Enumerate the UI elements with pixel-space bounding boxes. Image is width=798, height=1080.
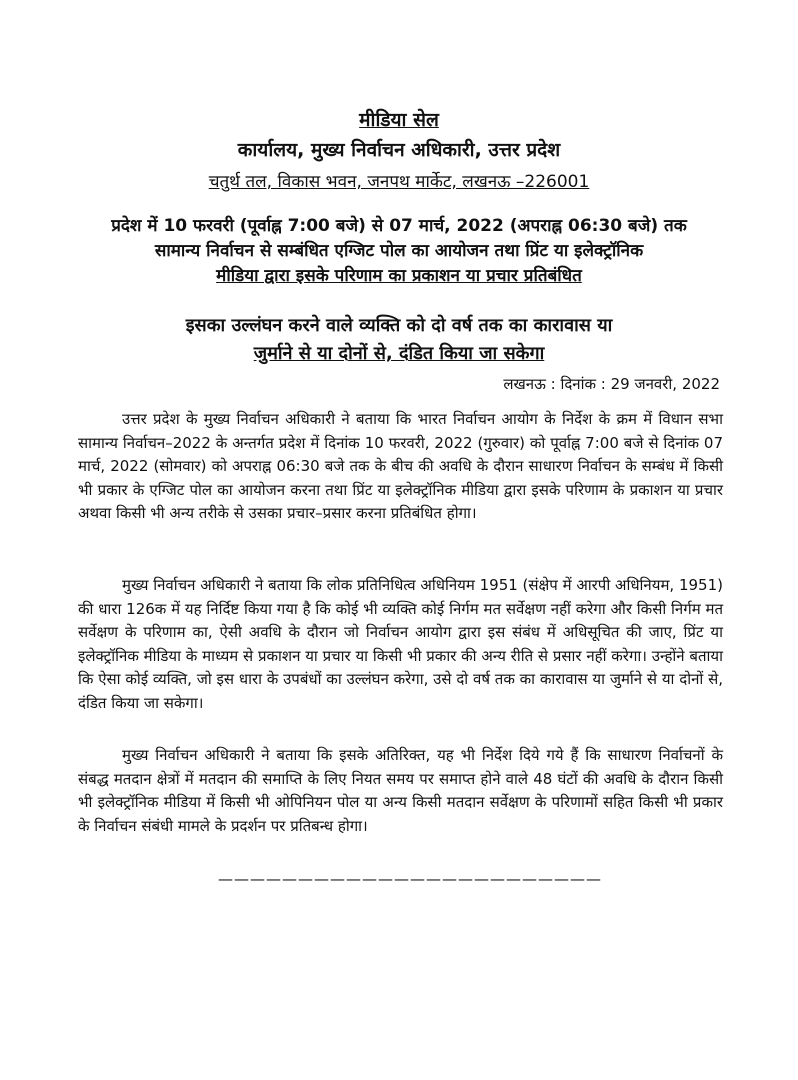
headline-line-2: सामान्य निर्वाचन से सम्बंधित एग्जिट पोल का आयोजन तथा प्रिंट या इलेक्ट्रॉनिक bbox=[154, 241, 644, 261]
subheadline-line-1: इसका उल्लंघन करने वाले व्यक्ति को दो वर्ष तक का कारावास या bbox=[185, 315, 613, 336]
subheadline-line-2: जुर्माने से या दोनों से, दंडित किया जा सकेगा bbox=[253, 343, 545, 364]
headline-line-3: मीडिया द्वारा इसके परिणाम का प्रकाशन या प्रचार प्रतिबंधित bbox=[216, 266, 582, 286]
paragraph-2: मुख्य निर्वाचन अधिकारी ने बताया कि लोक प्रतिनिधित्व अधिनियम 1951 (संक्षेप में आरपी अधिनियम, 1951) की धारा 126क में यह निर्दिष्ट किया गया है कि कोई भी व्यक्ति कोई निर्गम मत सर्वेक्षण नहीं करेगा और किसी निर्गम मत सर्वेक्षण के परिणाम का, ऐसी अवधि के दौरान जो निर्वाचन आयोग द्वारा इस संबंध में अधिसूचित की जाए, प्रिंट या इलेक्ट्रॉनिक मीडिया के माध्यम से प्रकाशन या प्रचार या किसी भी प्रकार की अन्य रीति से प्रसार नहीं करेगा। उन्होंने बताया कि ऐसा कोई व्यक्ति, जो इस धारा के उपबंधों का उल्लंघन करेगा, उसे दो वर्ष तक का कारावास या जुर्माने से या दोनों से, दंडित किया जा सकेगा। bbox=[78, 576, 723, 712]
end-divider: ———————————————————————— bbox=[218, 870, 602, 888]
headline bbox=[60, 214, 738, 289]
subheadline bbox=[60, 312, 738, 368]
letterhead bbox=[0, 105, 798, 197]
dateline: लखनऊ : दिनांक : 29 जनवरी, 2022 bbox=[503, 375, 720, 393]
office-title: कार्यालय, मुख्य निर्वाचन अधिकारी, उत्तर प्रदेश bbox=[237, 139, 561, 161]
department-title: मीडिया सेल bbox=[359, 109, 439, 131]
office-address: चतुर्थ तल, विकास भवन, जनपथ मार्केट, लखनऊ –226001 bbox=[208, 172, 590, 192]
paragraph-1: उत्तर प्रदेश के मुख्य निर्वाचन अधिकारी ने बताया कि भारत निर्वाचन आयोग के निर्देश के क्रम में विधान सभा सामान्य निर्वाचन–2022 के अन्तर्गत प्रदेश में दिनांक 10 फरवरी, 2022 (गुरुवार) को पूर्वाह्न 7:00 बजे से दिनांक 07 मार्च, 2022 (सोमवार) को अपराह्न 06:30 बजे तक के बीच की अवधि के दौरान साधारण निर्वाचन के सम्बंध में किसी भी प्रकार के एग्जिट पोल का आयोजन करना तथा प्रिंट या इलेक्ट्रॉनिक मीडिया द्वारा इसके परिणाम के प्रकाशन या प्रचार अथवा किसी भी अन्य तरीके से उसका प्रचार–प्रसार करना प्रतिबंधित होगा। bbox=[78, 410, 723, 522]
headline-line-1: प्रदेश में 10 फरवरी (पूर्वाह्न 7:00 बजे) से 07 मार्च, 2022 (अपराह्न 06:30 बजे) तक bbox=[111, 216, 687, 236]
paragraph-3: मुख्य निर्वाचन अधिकारी ने बताया कि इसके अतिरिक्त, यह भी निर्देश दिये गये हैं कि साधारण निर्वाचनों के संबद्ध मतदान क्षेत्रों में मतदान की समाप्ति के लिए नियत समय पर समाप्त होने वाले 48 घंटों की अवधि के दौरान किसी भी इलेक्ट्रॉनिक मीडिया में किसी भी ओपिनियन पोल या अन्य किसी मतदान सर्वेक्षण के परिणामों सहित किसी भी प्रकार के निर्वाचन संबंधी मामले के प्रदर्शन पर प्रतिबन्ध होगा। bbox=[78, 746, 723, 835]
